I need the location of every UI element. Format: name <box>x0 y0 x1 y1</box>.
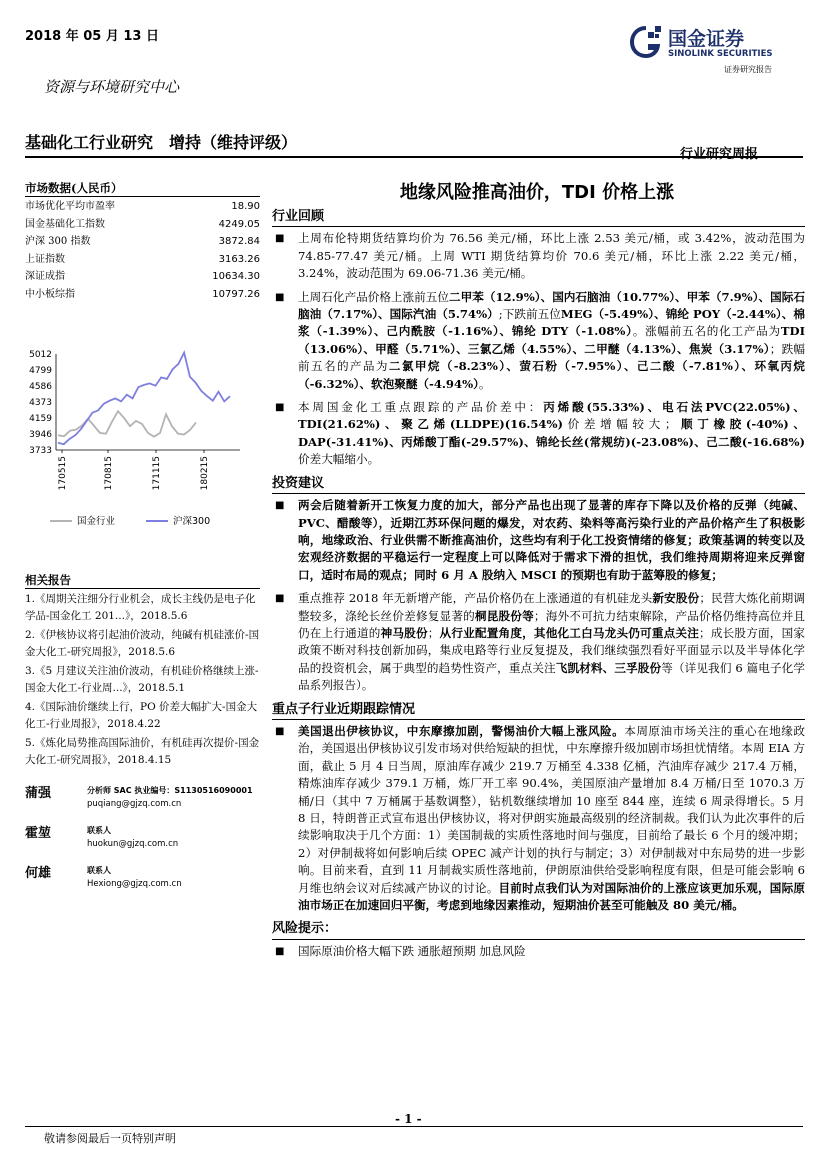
advice-text: 两会后随着新开工恢复力度的加大，部分产品也出现了显著的库存下降以及价格的反弹（纯碱、PVC、醋酸等），近期江苏环保问题的爆发，对农药、染料等高污染行业的产品价格产生了积极影响，地缘政治、行业供需不断推高油价，这些均有利于化工投资情绪的修复；政策基调的转变以及宏观经济数据的平稳运行一定程度上可以降低对于需求下滑的担忧，我们维持周期将迎来反弹窗口，适时布局的观点；同时 6 月 A 股纳入 MSCI 的预期也有助于蓝筹股的修复； <box>298 498 805 582</box>
y-tick-label: 3946 <box>29 430 52 441</box>
risk-text: 国际原油价格大幅下跌 通胀超预期 加息风险 <box>298 943 526 958</box>
company-logo <box>628 18 808 78</box>
market-label: 国金基础化工指数 <box>25 218 105 230</box>
analyst-email[interactable]: puqiang@gjzq.com.cn <box>87 799 182 809</box>
advice-emphasis: 飞凯材料、三孚股份 <box>555 660 662 675</box>
report-date: 2018 年 05 月 13 日 <box>25 29 159 44</box>
x-tick-label: 180215 <box>200 456 210 491</box>
related-reports-divider <box>25 588 260 589</box>
series-line <box>58 411 196 437</box>
section-divider <box>272 939 805 940</box>
market-label: 中小板综指 <box>25 288 75 300</box>
bullet-icon: ■ <box>275 402 285 414</box>
market-value: 3163.26 <box>218 253 260 265</box>
market-row <box>25 233 260 251</box>
review-text: 上周石化产品价格上涨前五位 <box>298 289 450 304</box>
market-value: 18.90 <box>231 201 260 212</box>
review-item <box>272 399 805 469</box>
market-data-table <box>25 198 260 304</box>
related-report-item[interactable]: 4.《国际油价继续上行，PO 价差大幅扩大-国金大化工-行业周报》，2018.4.22 <box>25 701 258 730</box>
advice-item <box>272 590 805 694</box>
y-tick-label: 4373 <box>29 397 52 408</box>
tracking-emphasis: 美国退出伊核协议，中东摩擦加剧，警惕油价大幅上涨风险。 <box>298 723 625 738</box>
review-emphasis: 顺丁橡胶(-40%)、DAP(-31.41%)、丙烯酸丁酯(-29.57%)、锦纶长丝(常规纺)(-23.08%)、己二酸(-16.68%) <box>298 417 805 449</box>
related-report-item[interactable]: 1.《周期关注细分行业机会，成长主线仍是电子化学品-国金化工 201...》，2018.5.6 <box>25 593 256 622</box>
footer-disclaimer: 敬请参阅最后一页特别声明 <box>44 1132 176 1145</box>
market-row <box>25 216 260 234</box>
headline: 地缘风险推高油价，TDI 价格上涨 <box>399 182 675 203</box>
analyst-role: 联系人 <box>87 826 111 835</box>
market-label: 市场优化平均市盈率 <box>25 201 115 212</box>
series-line <box>58 353 230 445</box>
market-row <box>25 251 260 269</box>
footer-divider <box>25 1126 803 1127</box>
y-tick-label: 4799 <box>29 365 52 376</box>
market-value: 10797.26 <box>212 288 260 300</box>
analyst-role: 分析师 SAC 执业编号：S1130516090001 <box>87 786 253 795</box>
advice-emphasis: 新安股份 <box>652 591 700 606</box>
review-text: 上周布伦特期货结算均价为 76.56 美元/桶，环比上涨 2.53 美元/桶，或 3.42%，波动范围为 74.85-77.47 美元/桶。上周 WTI 期货结算均价 70.6 美元/桶，环比上涨 2.22 美元/桶，3.24%，波动范围为 69.06-71.36 美元/桶。 <box>298 231 805 281</box>
tracking-text: 本周原油市场关注的重心在地缘政治，美国退出伊核协议引发市场对供给短缺的担忧，中东摩擦升级加剧市场担忧情绪。本周 EIA 方面，截止 5 月 4 日当周，原油库存减少 219.7 万桶至 4.338 亿桶，汽油库存减少 217.4 万桶，精炼油库存减少 379.1 万桶，炼厂开工率 90.4%，美国原油产量增加 8.4 万桶/日至 1070.3 万桶/日（其中 7 万桶属于基数调整），钻机数继续增加 10 座至 844 座，连续 6 周录得增长。5 月 8 日，特朗普正式宣布退出伊核协议，将对伊朗实施最高级别的经济制裁。我们认为此次事件的后续影响取决于几个方面：1）美国制裁的实质性落地时间与强度，目前给了最长 6 个月的缓冲期；2）对伊制裁将如何影响后续 OPEC 减产计划的执行与制定；3）对伊制裁对中东局势的进一步影响。目前来看，直到 11 月制裁实质性落地前，伊朗原油供给受影响程度有限，但是可能会影响 6 月维也纳会议对后续减产协议的讨论。 <box>298 723 805 895</box>
report-type: 行业研究周报 <box>680 147 759 162</box>
section-title-risk: 风险提示： <box>272 921 338 937</box>
bullet-icon: ■ <box>275 291 285 303</box>
related-report-item[interactable]: 5.《炼化局势推高国际油价，有机硅再次提价-国金大化工-研究周报》，2018.4.15 <box>25 737 260 766</box>
logo-text-cn: 国金证券 <box>668 28 745 50</box>
logo-subtitle: 证券研究报告 <box>724 65 772 74</box>
review-text: 价差大幅缩小。 <box>298 452 380 467</box>
advice-emphasis: 桐昆股份等 <box>474 608 534 623</box>
market-value: 3872.84 <box>218 236 260 248</box>
review-emphasis: 丙烯酸(55.33%)、电石法PVC(22.05%)、TDI(21.62%)、聚乙烯(LLDPE)(16.54%) <box>298 400 805 432</box>
related-report-item[interactable]: 2.《伊核协议将引起油价波动，纯碱有机硅涨价-国金大化工-研究周报》，2018.5.6 <box>25 629 260 658</box>
analyst-card <box>25 782 265 822</box>
analyst-email[interactable]: huokun@gjzq.com.cn <box>87 839 179 849</box>
risk-item <box>272 943 805 960</box>
review-text: 价差增幅较大； <box>563 417 677 432</box>
advice-item <box>272 497 805 584</box>
review-item <box>272 230 805 282</box>
legend-label: 沪深300 <box>173 516 211 527</box>
advice-emphasis: 神马股份 <box>380 625 428 640</box>
review-emphasis: 二甲苯（12.9%）、国内石脑油（10.77%）、甲苯（7.9%）、国际石脑油（7.17%）、国际汽油（5.74%） <box>298 289 805 322</box>
review-text: ；跌幅前五名的产品为 <box>298 341 805 374</box>
advice-text: ；成长股方面，国家政策不断对科技创新加码，集成电路等行业反复提及，我们继续强烈看好平面显示以及半导体化学品的投资机会，属于典型的趋势性资产，重点关注 <box>298 625 805 675</box>
review-emphasis: MEG（-5.49%）、锦纶 POY（-2.44%）、棉浆（-1.39%）、己内酰胺（-1.16%）、锦纶 DTY（-1.08%） <box>298 307 805 339</box>
tracking-item <box>272 723 805 914</box>
market-label: 沪深 300 指数 <box>25 236 91 248</box>
review-emphasis: 二氯甲烷（-8.23%）、萤石粉（-7.95%）、己二酸（-7.81%）、环氧丙烷（-6.32%）、软泡聚醚（-4.94%） <box>298 359 805 391</box>
advice-text: ；海外不可抗力结束解除，产品价格仍维持高位并且仍在上行通道的 <box>298 608 805 640</box>
tracking-emphasis: 目前时点我们认为对国际油价的上涨应该更加乐观，国际原油市场正在加速回归平衡，考虑到地缘因素推动，短期油价甚至可能触及 80 美元/桶。 <box>298 880 805 913</box>
y-tick-label: 3733 <box>29 446 52 456</box>
bullet-icon: ■ <box>275 233 285 245</box>
bullet-icon: ■ <box>275 725 285 737</box>
market-data-divider <box>25 196 260 197</box>
analyst-name: 何雄 <box>25 866 52 881</box>
review-emphasis: TDI（13.06%）、甲醛（5.71%）、三氯乙烯（4.55%）、二甲醚（4.13%）、焦炭（3.17%） <box>298 324 805 356</box>
index-line-chart <box>20 342 265 542</box>
bullet-icon: ■ <box>275 500 285 512</box>
analyst-name: 霍堃 <box>25 826 52 841</box>
bullet-icon: ■ <box>275 593 285 605</box>
legend-label: 国金行业 <box>77 516 116 527</box>
section-divider <box>272 719 805 720</box>
review-text: ;下跌前五位 <box>498 307 561 322</box>
review-text: 。涨幅前五名的化工产品为 <box>632 324 781 339</box>
advice-emphasis: 从行业配置角度，其他化工白马龙头仍可重点关注 <box>439 625 700 640</box>
market-data-title: 市场数据(人民币） <box>25 181 123 195</box>
section-divider <box>272 226 805 227</box>
bullet-icon: ■ <box>275 945 285 957</box>
logo-text-en: SINOLINK SECURITIES <box>668 49 773 59</box>
sector-rating: 基础化工行业研究 增持（维持评级） <box>25 133 298 152</box>
related-reports-title: 相关报告 <box>25 573 71 587</box>
review-text: 本周国金化工重点跟踪的产品价差中： <box>298 400 544 415</box>
page-number: - 1 - <box>395 1112 422 1126</box>
market-label: 上证指数 <box>25 253 65 265</box>
y-tick-label: 4159 <box>29 414 52 425</box>
advice-text: ； <box>427 625 440 640</box>
market-row <box>25 198 260 216</box>
advice-text: ；民营大炼化前期调整较多，涤纶长丝价差修复显著的 <box>298 591 805 623</box>
x-tick-label: 170815 <box>104 456 114 491</box>
x-tick-label: 170515 <box>58 456 68 491</box>
y-tick-label: 5012 <box>29 350 52 360</box>
market-value: 10634.30 <box>212 271 260 283</box>
market-row <box>25 286 260 304</box>
advice-text: 重点推荐 2018 年无新增产能，产品价格仍在上涨通道的有机硅龙头 <box>298 591 653 606</box>
main-content <box>272 208 805 966</box>
section-title-advice: 投资建议 <box>272 475 325 491</box>
review-text: 。 <box>478 376 491 391</box>
section-divider <box>272 493 805 494</box>
advice-text: 等（详见我们 6 篇电子化学品系列报告）。 <box>298 660 805 693</box>
market-label: 深证成指 <box>25 271 65 283</box>
research-center: 资源与环境研究中心 <box>44 78 180 96</box>
x-tick-label: 171115 <box>152 456 162 491</box>
related-report-item[interactable]: 3.《5 月建议关注油价波动，有机硅价格继续上涨-国金大化工-行业周...》，2018.5.1 <box>25 665 259 694</box>
analyst-card <box>25 822 265 862</box>
market-value: 4249.05 <box>218 218 260 230</box>
market-row <box>25 268 260 286</box>
section-title-review: 行业回顾 <box>272 209 325 224</box>
analyst-email[interactable]: Hexiong@gjzq.com.cn <box>87 879 182 889</box>
section-title-tracking: 重点子行业近期跟踪情况 <box>272 701 416 717</box>
y-tick-label: 4586 <box>29 381 52 392</box>
analyst-role: 联系人 <box>87 866 111 875</box>
analyst-name: 蒲强 <box>25 786 52 801</box>
analyst-card <box>25 862 265 902</box>
related-reports-list <box>25 591 265 771</box>
review-item <box>272 289 805 393</box>
header-divider <box>25 156 803 158</box>
logo-mark-icon <box>628 22 664 62</box>
